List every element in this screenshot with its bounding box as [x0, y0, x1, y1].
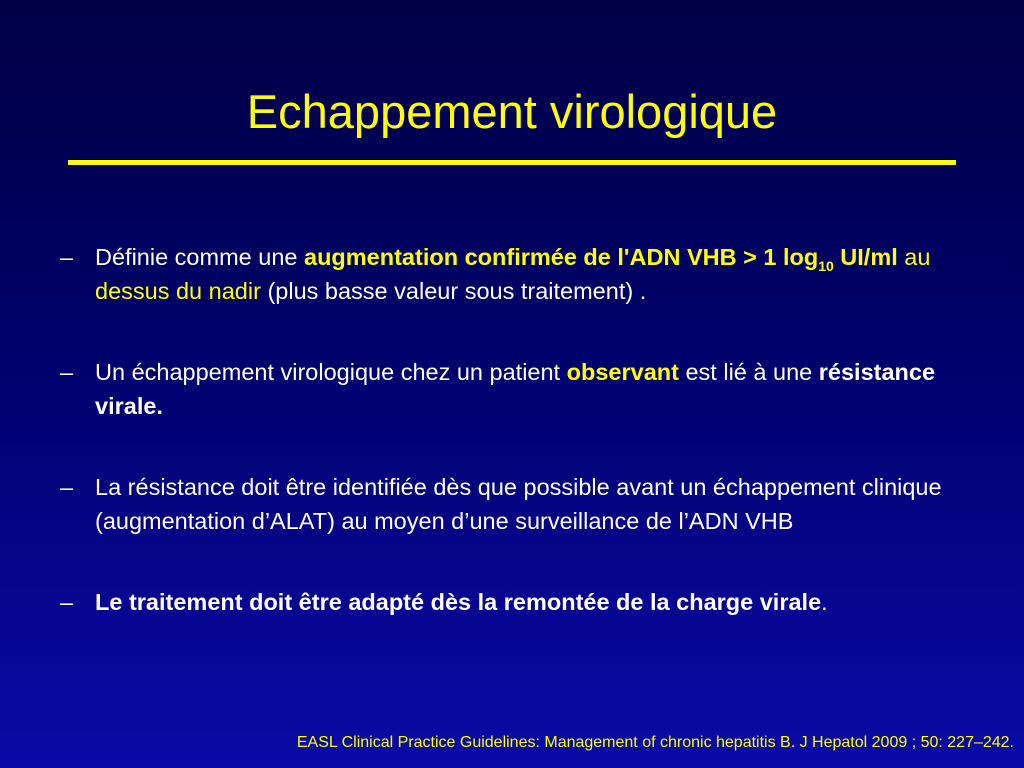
- bullet-marker: –: [60, 359, 74, 385]
- bullet-item-resistance: [60, 355, 980, 423]
- bullet-list: [60, 240, 980, 666]
- bullet-item-identification: [60, 470, 980, 538]
- bullet-text-cont: est lié à une: [678, 359, 819, 385]
- bullet-text: La résistance doit être identifiée dès que possible avant un échappement clinique (augmentation d’ALAT) au moyen d’une surveillance de l’ADN VHB: [95, 474, 942, 534]
- title-underline: [68, 160, 956, 165]
- bullet-highlight: observant: [566, 359, 679, 385]
- bullet-bold: Le traitement doit être adapté dès la remontée de la charge virale: [95, 589, 822, 615]
- bullet-marker: –: [60, 244, 74, 270]
- bullet-bold: résistance virale.: [95, 359, 936, 419]
- bullet-text: Un échappement virologique chez un patient: [95, 359, 567, 385]
- bullet-marker: –: [60, 474, 74, 500]
- bullet-highlight-nadir: au dessus du nadir: [95, 244, 931, 304]
- bullet-item-definition: [60, 240, 980, 308]
- bullet-text-note: (plus basse valeur sous traitement) .: [260, 278, 647, 304]
- bullet-marker: –: [60, 589, 74, 615]
- bullet-highlight-unit: UI/ml: [833, 244, 898, 270]
- bullet-subscript: 10: [818, 258, 834, 274]
- bullet-item-treatment: [60, 585, 980, 619]
- citation: EASL Clinical Practice Guidelines: Management of chronic hepatitis B. J Hepatol 2009 ; 50: 227–242.: [296, 734, 1014, 751]
- bullet-text: Définie comme une: [95, 244, 304, 270]
- slide-title: Echappement virologique: [246, 85, 778, 138]
- bullet-period: .: [821, 589, 828, 615]
- bullet-highlight: augmentation confirmée de l'ADN VHB > 1 log: [304, 244, 819, 270]
